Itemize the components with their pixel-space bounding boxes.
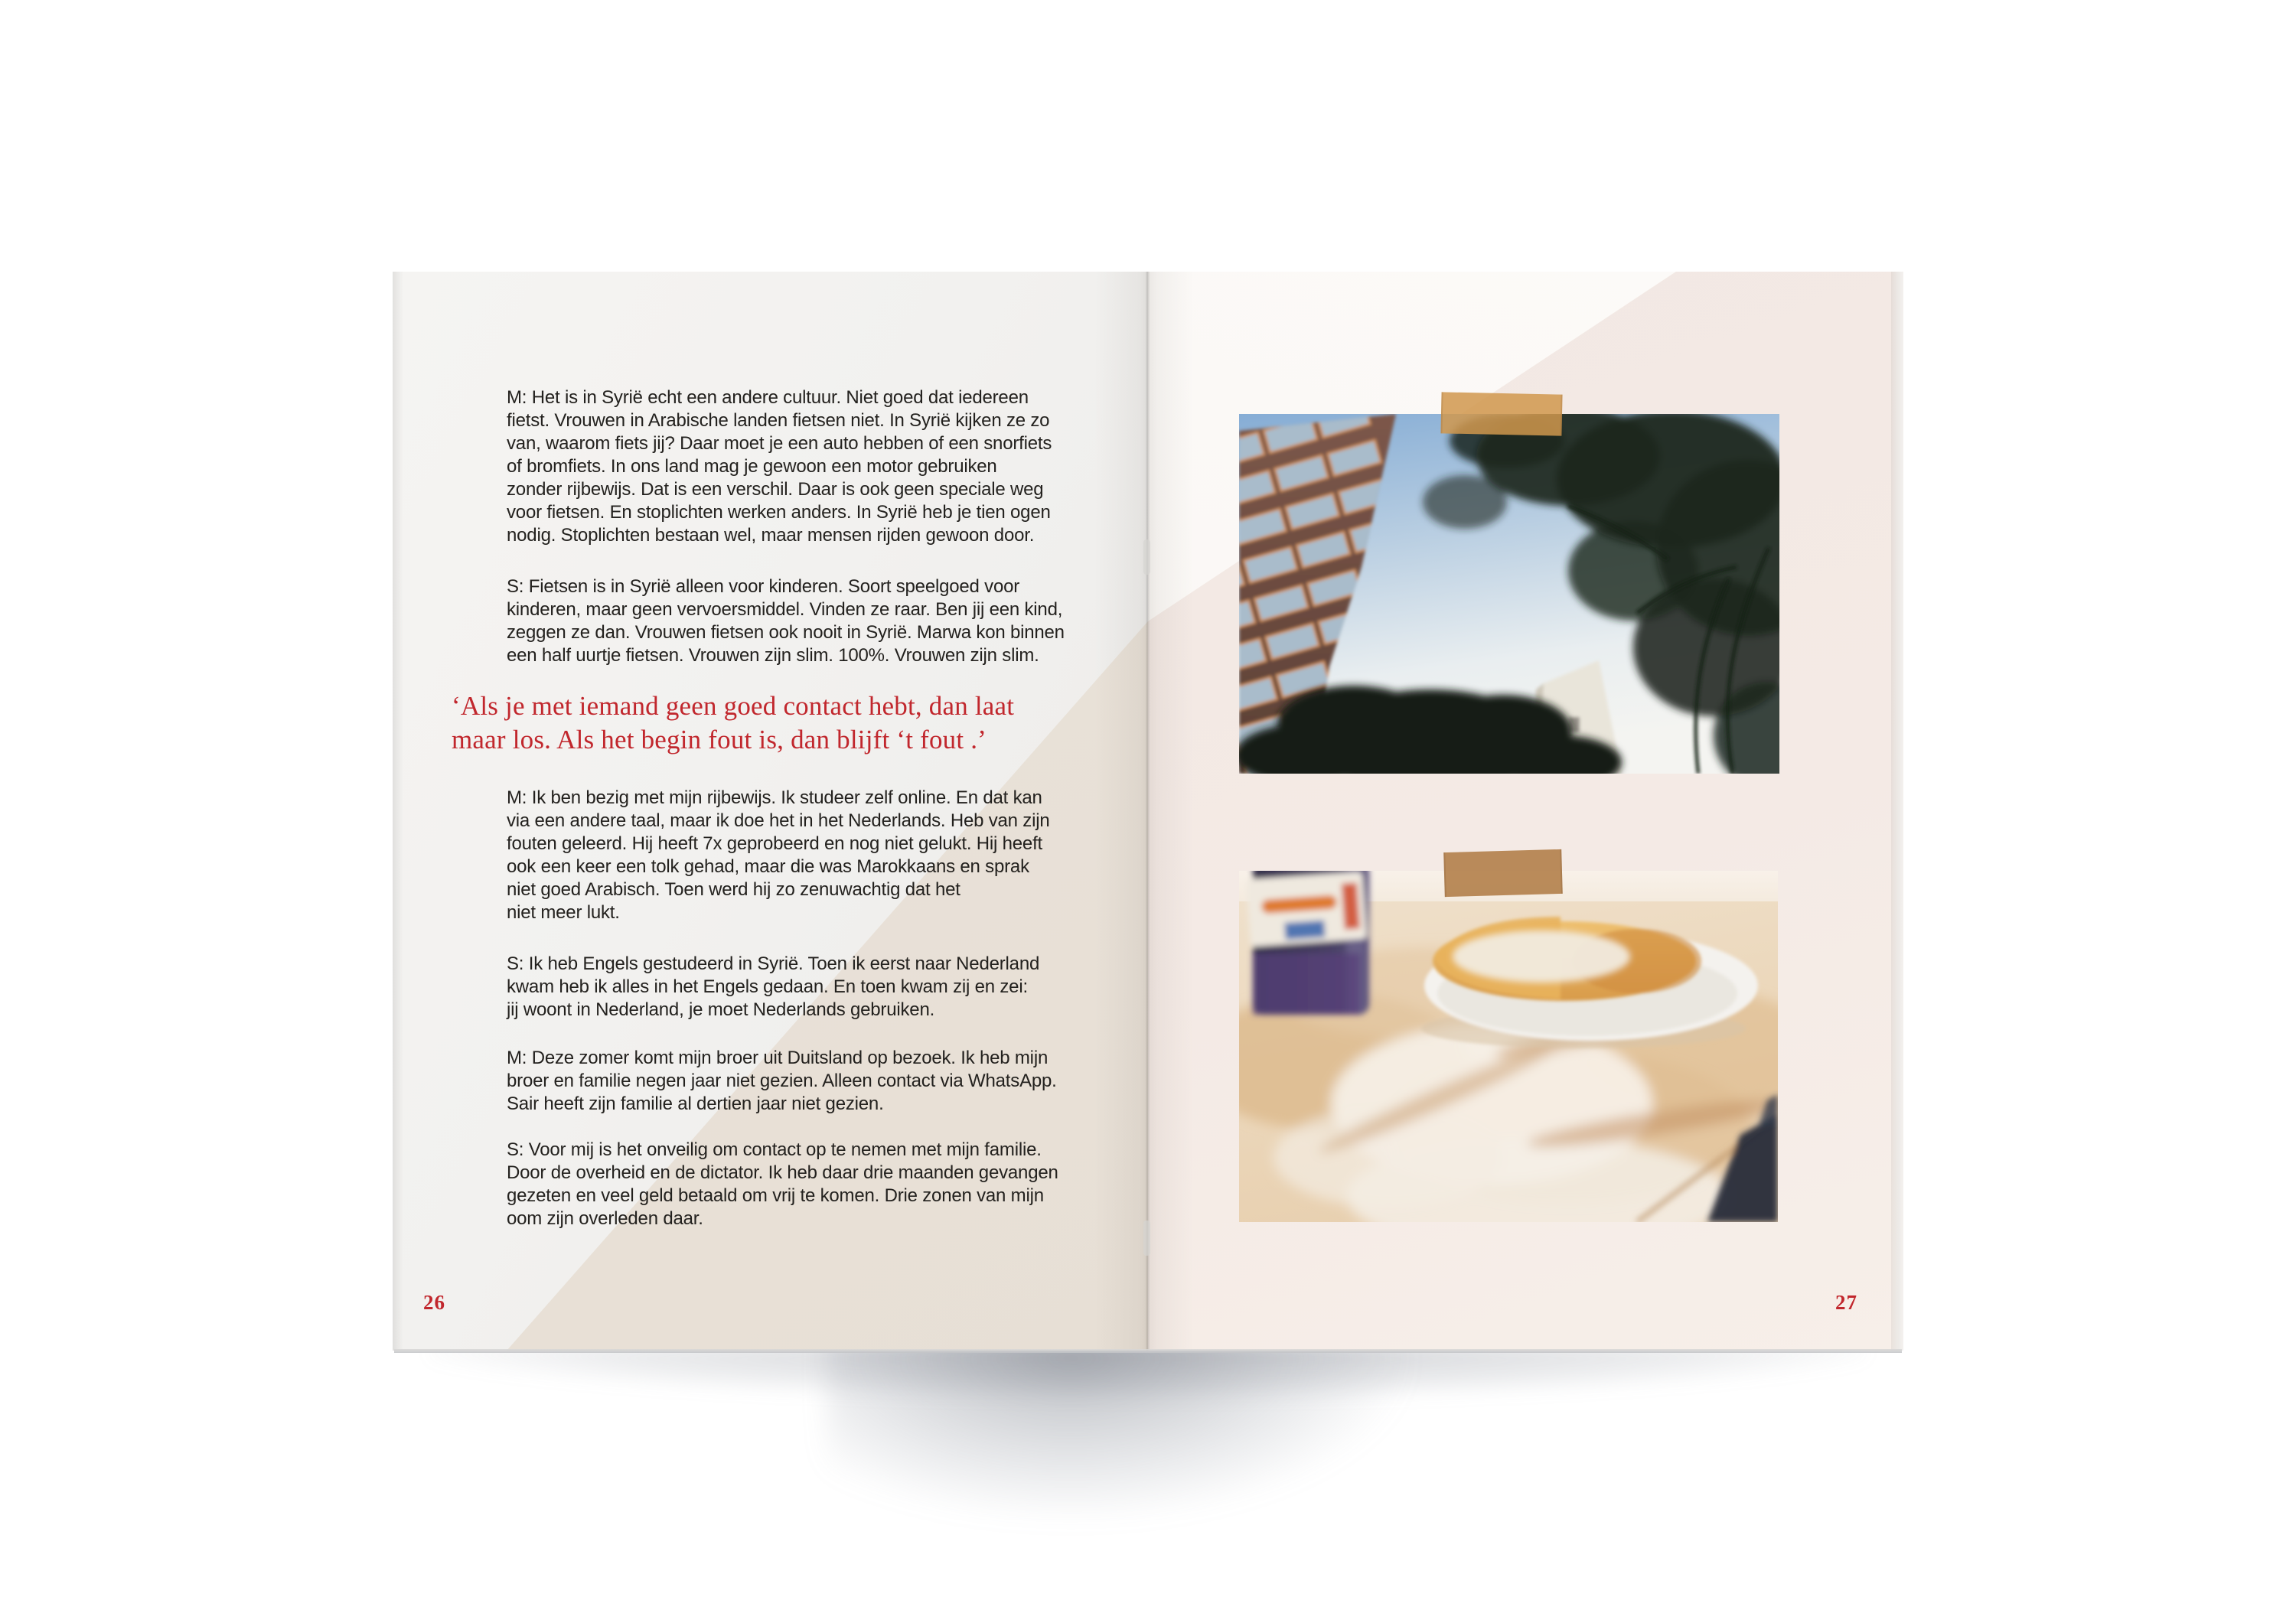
text-line: zonder rijbewijs. Dat is een verschil. Daar is ook geen speciale weg [507, 479, 1044, 500]
pancake-photo-image [1239, 871, 1778, 1222]
text-line: fietst. Vrouwen in Arabische landen fietsen niet. In Syrië kijken ze zo [507, 410, 1050, 431]
paragraph-s-fietsen [507, 575, 1065, 667]
text-line: Sair heeft zijn familie al dertien jaar niet gezien. [507, 1093, 884, 1114]
paragraph-m-rijbewijs [507, 787, 1050, 924]
page-left-edge-shading [393, 272, 403, 1351]
paragraph-m-broer [507, 1047, 1057, 1116]
paragraph-s-onveilig [507, 1139, 1058, 1230]
page-number-26: 26 [423, 1291, 445, 1314]
page-stack-edge [1891, 272, 1903, 1351]
text-line: gezeten en veel geld betaald om vrij te komen. Drie zonen van mijn [507, 1185, 1044, 1206]
binding-staple-top [1143, 539, 1150, 575]
tape-top-photo [1440, 392, 1562, 435]
text-line: ‘Als je met iemand geen goed contact hebt, dan laat [452, 691, 1015, 721]
spine-shading-right [1148, 272, 1194, 1351]
magazine-spread [393, 272, 1903, 1351]
text-line: ook een keer een tolk gehad, maar die was Marokkaans en sprak [507, 856, 1029, 877]
text-line: via een andere taal, maar ik doe het in het Nederlands. Heb van zijn [507, 810, 1050, 831]
text-line: niet goed Arabisch. Toen werd hij zo zenuwachtig dat het [507, 879, 960, 900]
pull-quote [452, 689, 1014, 757]
text-line: jij woont in Nederland, je moet Nederlands gebruiken. [507, 999, 935, 1020]
spine-crease [1146, 272, 1150, 1351]
text-line: S: Ik heb Engels gestudeerd in Syrië. Toen ik eerst naar Nederland [507, 953, 1040, 974]
text-line: Door de overheid en de dictator. Ik heb daar drie maanden gevangen [507, 1162, 1058, 1183]
spine-shading-left [1094, 272, 1148, 1351]
page-27 [1148, 272, 1903, 1351]
text-line: kinderen, maar geen vervoersmiddel. Vinden ze raar. Ben jij een kind, [507, 599, 1063, 620]
page-26 [393, 272, 1148, 1351]
text-line: of bromfiets. In ons land mag je gewoon een motor gebruiken [507, 456, 997, 477]
powdered-sugar [1453, 930, 1630, 983]
text-line: oom zijn overleden daar. [507, 1208, 703, 1229]
paragraph-s-engels [507, 953, 1039, 1022]
text-line: S: Fietsen is in Syrië alleen voor kinderen. Soort speelgoed voor [507, 576, 1020, 597]
text-line: niet meer lukt. [507, 902, 620, 923]
paragraph-m-cultuur [507, 386, 1052, 547]
text-line: maar los. Als het begin fout is, dan blijft ‘t fout .’ [452, 725, 987, 754]
text-line: nodig. Stoplichten bestaan wel, maar mensen rijden gewoon door. [507, 525, 1035, 546]
text-line: van, waarom fiets jij? Daar moet je een auto hebben of een snorfiets [507, 433, 1052, 454]
text-line: een half uurtje fietsen. Vrouwen zijn slim. 100%. Vrouwen zijn slim. [507, 645, 1039, 666]
tape-bottom-photo [1443, 849, 1563, 897]
text-line: S: Voor mij is het onveilig om contact op te nemen met mijn familie. [507, 1139, 1042, 1160]
text-line: broer en familie negen jaar niet gezien. Alleen contact via WhatsApp. [507, 1071, 1057, 1091]
binding-staple-bottom [1143, 1221, 1150, 1256]
text-line: fouten geleerd. Hij heeft 7x geprobeerd en nog niet gelukt. Hij heeft [507, 833, 1043, 854]
spread-jar [1246, 871, 1369, 1015]
text-line: voor fietsen. En stoplichten werken anders. In Syrië heb je tien ogen [507, 502, 1051, 523]
spine-shadow-blob [827, 1328, 1408, 1519]
text-line: M: Deze zomer komt mijn broer uit Duitsland op bezoek. Ik heb mijn [507, 1048, 1049, 1068]
text-line: M: Ik ben bezig met mijn rijbewijs. Ik studeer zelf online. En dat kan [507, 787, 1042, 808]
text-line: M: Het is in Syrië echt een andere cultuur. Niet goed dat iedereen [507, 387, 1029, 408]
page-bottom-edge [394, 1349, 1902, 1353]
text-line: kwam heb ik alles in het Engels gedaan. En toen kwam zij en zei: [507, 976, 1028, 997]
text-line: zeggen ze dan. Vrouwen fietsen ook nooit in Syrië. Marwa kon binnen [507, 622, 1065, 643]
city-photo-image [1239, 414, 1779, 774]
page-number-27: 27 [1835, 1291, 1857, 1314]
